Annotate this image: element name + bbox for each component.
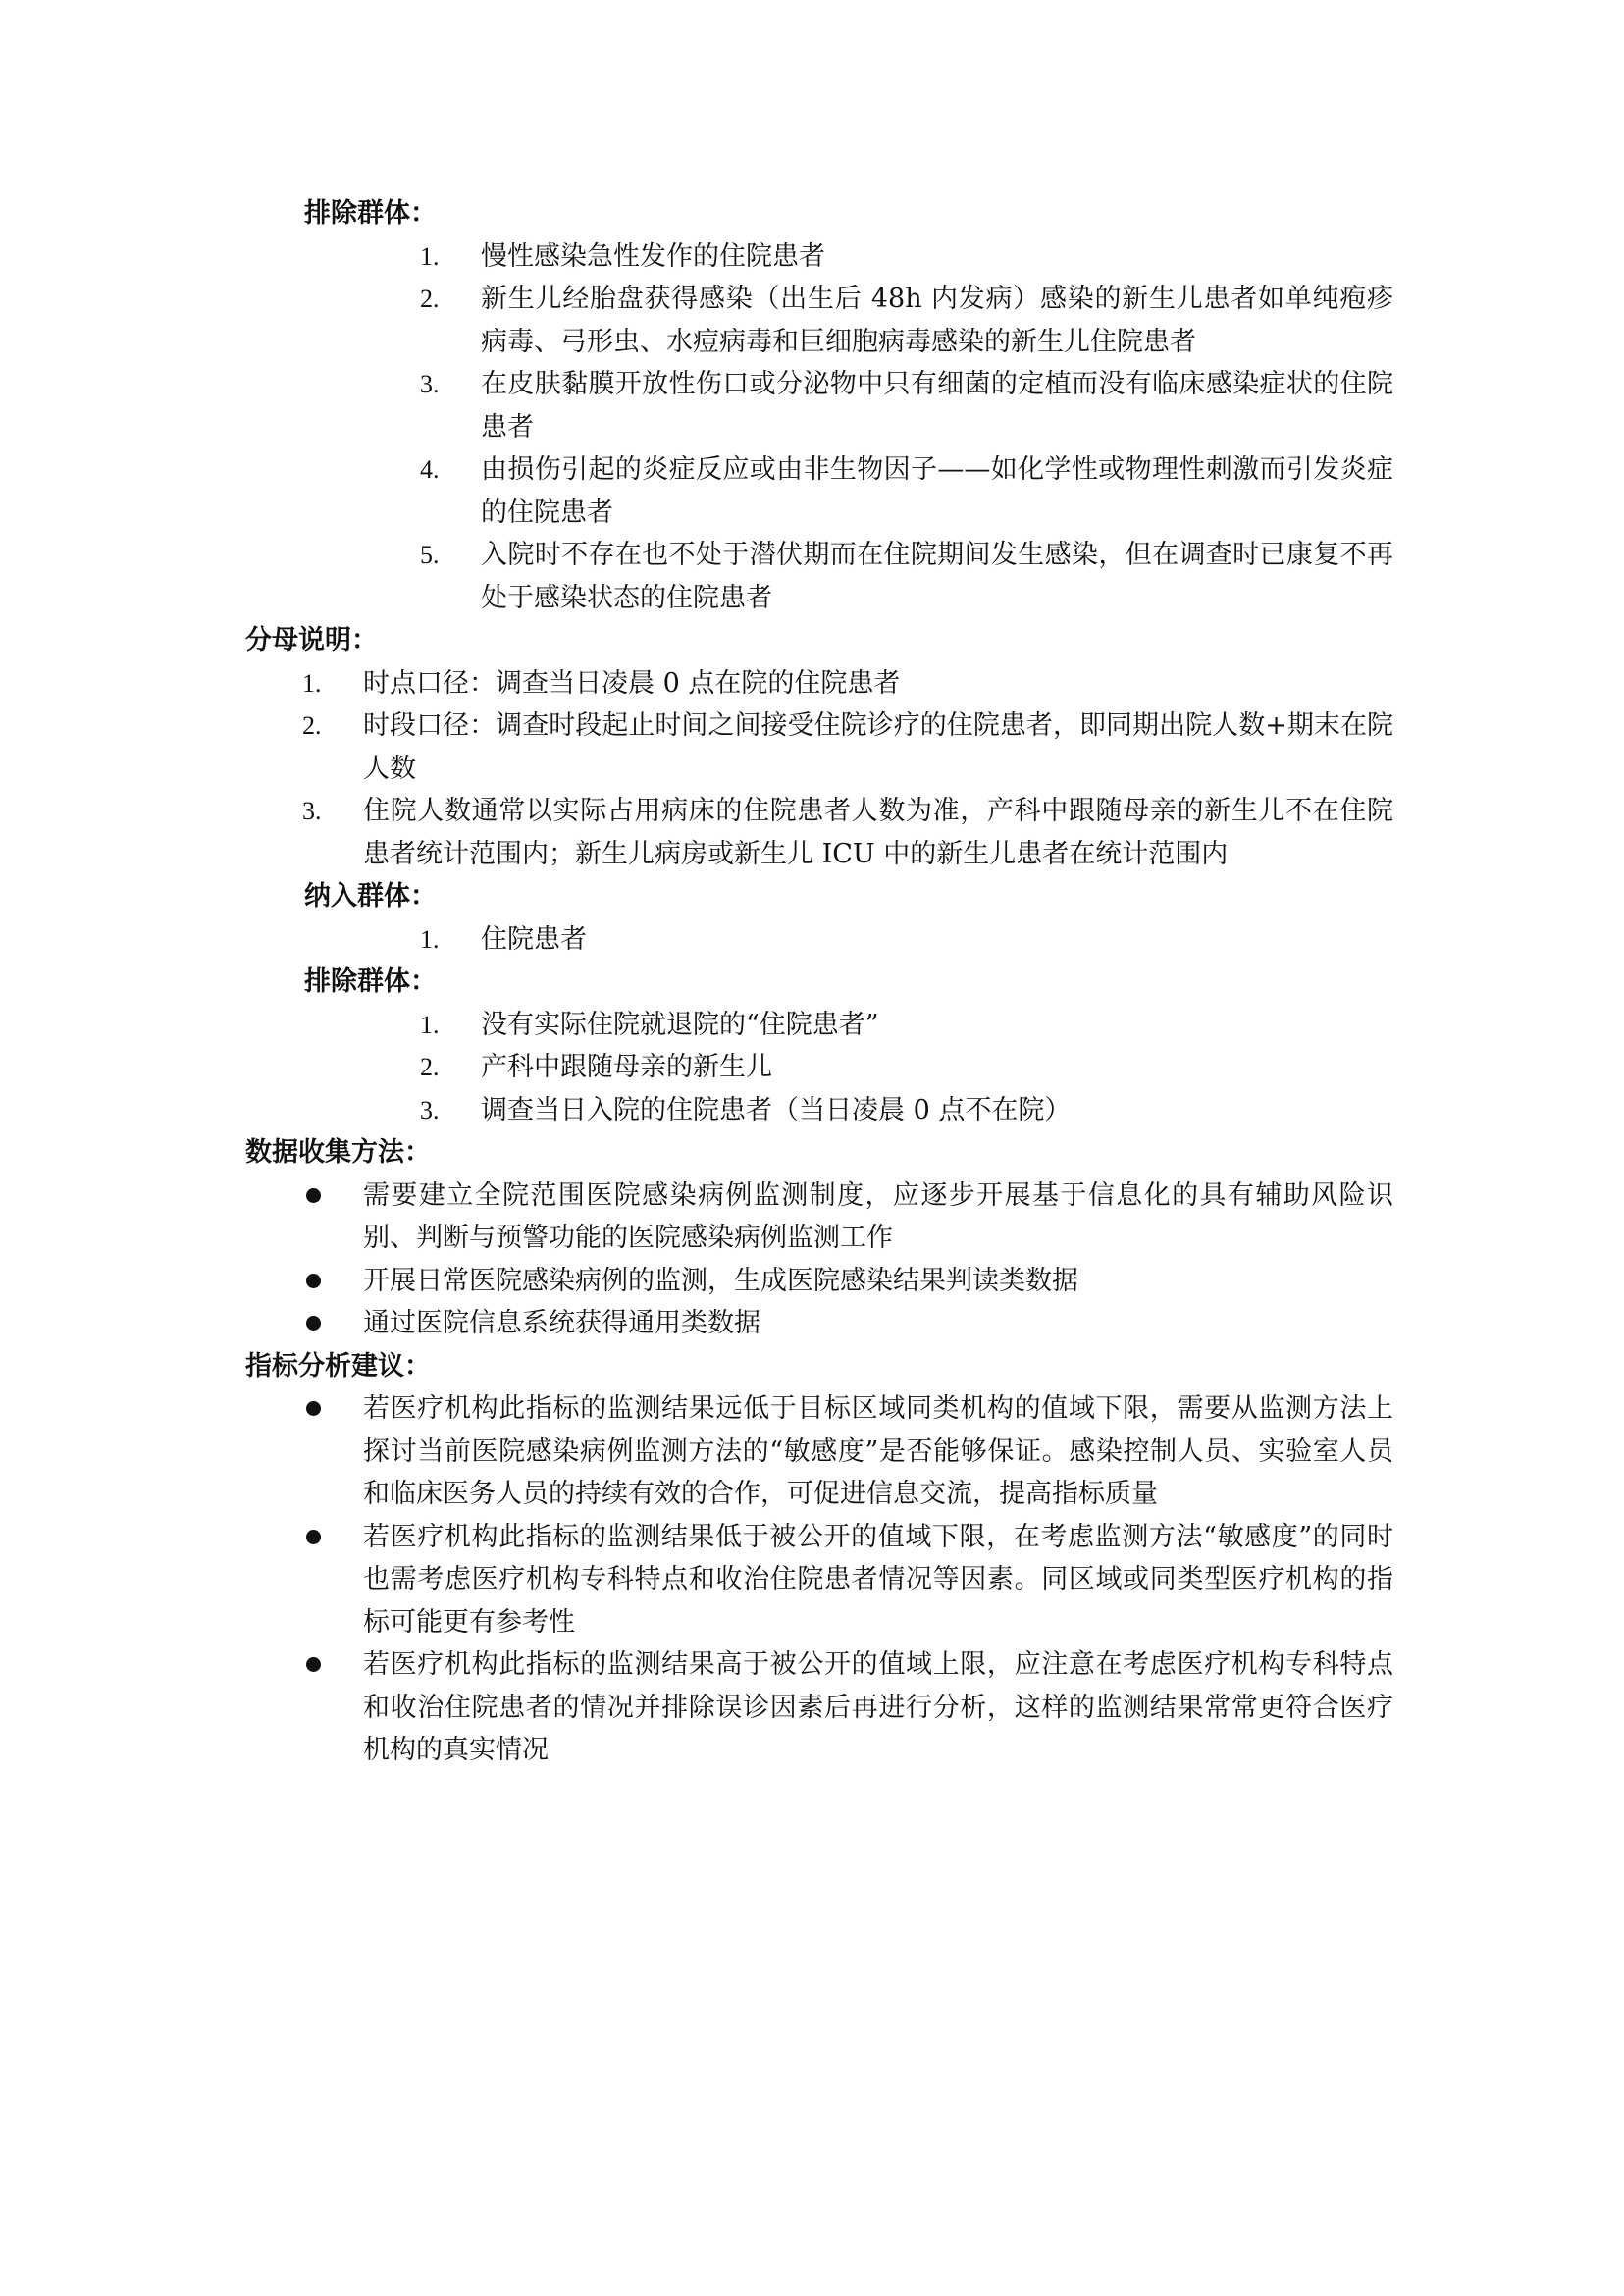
item-number: 3. — [420, 370, 440, 398]
section-heading-inclusion: 纳入群体： — [304, 881, 437, 912]
list-item — [245, 1004, 1393, 1047]
item-number: 5. — [420, 541, 440, 569]
item-text: 时段口径：调查时段起止时间之间接受住院诊疗的住院患者，即同期出院人数+期末在院人数 — [363, 710, 1393, 784]
list-item — [245, 1644, 1393, 1772]
list-item — [245, 918, 1393, 962]
denominator-list — [245, 662, 1393, 876]
list-item — [245, 1174, 1393, 1260]
item-text: 若医疗机构此指标的监测结果高于被公开的值域上限，应注意在考虑医疗机构专科特点和收治住院患者的情况并排除误诊因素后再进行分析，这样的监测结果常常更符合医疗机构的真实情况 — [363, 1649, 1393, 1765]
list-item — [245, 235, 1393, 279]
item-text: 通过医院信息系统获得通用类数据 — [363, 1308, 760, 1338]
bullet-icon — [306, 1188, 321, 1203]
item-text: 住院人数通常以实际占用病床的住院患者人数为准，产科中跟随母亲的新生儿不在住院患者统计范围内；新生儿病房或新生儿 ICU 中的新生儿患者在统计范围内 — [363, 796, 1393, 869]
inclusion-list — [245, 918, 1393, 962]
item-number: 2. — [420, 1053, 440, 1081]
document-content — [245, 192, 1393, 1772]
list-item — [245, 704, 1393, 790]
list-item — [245, 1089, 1393, 1132]
item-text: 若医疗机构此指标的监测结果远低于目标区域同类机构的值域下限，需要从监测方法上探讨当前医院感染病例监测方法的“敏感度”是否能够保证。感染控制人员、实验室人员和临床医务人员的持续有效的合作，可促进信息交流，提高指标质量 — [363, 1393, 1393, 1509]
item-number: 1. — [302, 668, 322, 698]
item-text: 由损伤引起的炎症反应或由非生物因子——如化学性或物理性刺激而引发炎症的住院患者 — [481, 454, 1393, 528]
bullet-icon — [306, 1274, 321, 1288]
item-text: 住院患者 — [481, 923, 587, 955]
item-number: 1. — [420, 241, 440, 271]
item-text: 若医疗机构此指标的监测结果低于被公开的值域下限，在考虑监测方法“敏感度”的同时也需考虑医疗机构专科特点和收治住院患者情况等因素。同区域或同类型医疗机构的指标可能更有参考性 — [363, 1521, 1393, 1638]
item-text: 没有实际住院就退院的“住院患者” — [481, 1009, 879, 1040]
item-text: 时点口径：调查当日凌晨 0 点在院的住院患者 — [363, 667, 901, 699]
bullet-icon — [306, 1401, 321, 1416]
denominator-exclusion-list — [245, 1004, 1393, 1132]
bullet-icon — [306, 1657, 321, 1672]
section-heading-exclusion: 排除群体： — [304, 198, 437, 229]
list-item — [245, 1516, 1393, 1644]
item-number: 1. — [420, 924, 440, 954]
item-text: 入院时不存在也不处于潜伏期而在住院期间发生感染，但在调查时已康复不再处于感染状态的住院患者 — [481, 540, 1393, 613]
section-heading-exclusion-denominator: 排除群体： — [304, 966, 437, 997]
item-text: 新生儿经胎盘获得感染（出生后 48h 内发病）感染的新生儿患者如单纯疱疹病毒、弓形虫、水痘病毒和巨细胞病毒感染的新生儿住院患者 — [481, 284, 1393, 357]
item-text: 在皮肤黏膜开放性伤口或分泌物中只有细菌的定植而没有临床感染症状的住院患者 — [481, 369, 1393, 443]
item-text: 调查当日入院的住院患者（当日凌晨 0 点不在院） — [481, 1094, 1072, 1125]
list-item — [245, 1302, 1393, 1345]
list-item — [245, 790, 1393, 875]
section-heading-denominator: 分母说明： — [245, 625, 378, 655]
list-item — [245, 448, 1393, 534]
list-item — [245, 1260, 1393, 1303]
item-number: 3. — [302, 797, 322, 825]
section-heading-analysis: 指标分析建议： — [245, 1350, 431, 1382]
item-text: 需要建立全院范围医院感染病例监测制度，应逐步开展基于信息化的具有辅助风险识别、判断与预警功能的医院感染病例监测工作 — [363, 1179, 1393, 1253]
list-item — [245, 363, 1393, 448]
list-item — [245, 662, 1393, 705]
item-text: 产科中跟随母亲的新生儿 — [481, 1052, 772, 1082]
analysis-list — [245, 1387, 1393, 1772]
section-heading-data-collection: 数据收集方法： — [245, 1137, 431, 1168]
list-item — [245, 1046, 1393, 1089]
item-number: 2. — [420, 285, 440, 313]
list-item — [245, 278, 1393, 363]
item-text: 开展日常医院感染病例的监测，生成医院感染结果判读类数据 — [363, 1265, 1078, 1296]
item-number: 4. — [420, 455, 440, 484]
list-item — [245, 1387, 1393, 1516]
list-item — [245, 534, 1393, 619]
item-text: 慢性感染急性发作的住院患者 — [481, 240, 825, 272]
item-number: 2. — [302, 711, 322, 740]
exclusion-list — [245, 235, 1393, 620]
item-number: 3. — [420, 1095, 440, 1124]
bullet-icon — [306, 1530, 321, 1544]
bullet-icon — [306, 1316, 321, 1331]
data-collection-list — [245, 1174, 1393, 1345]
item-number: 1. — [420, 1010, 440, 1039]
